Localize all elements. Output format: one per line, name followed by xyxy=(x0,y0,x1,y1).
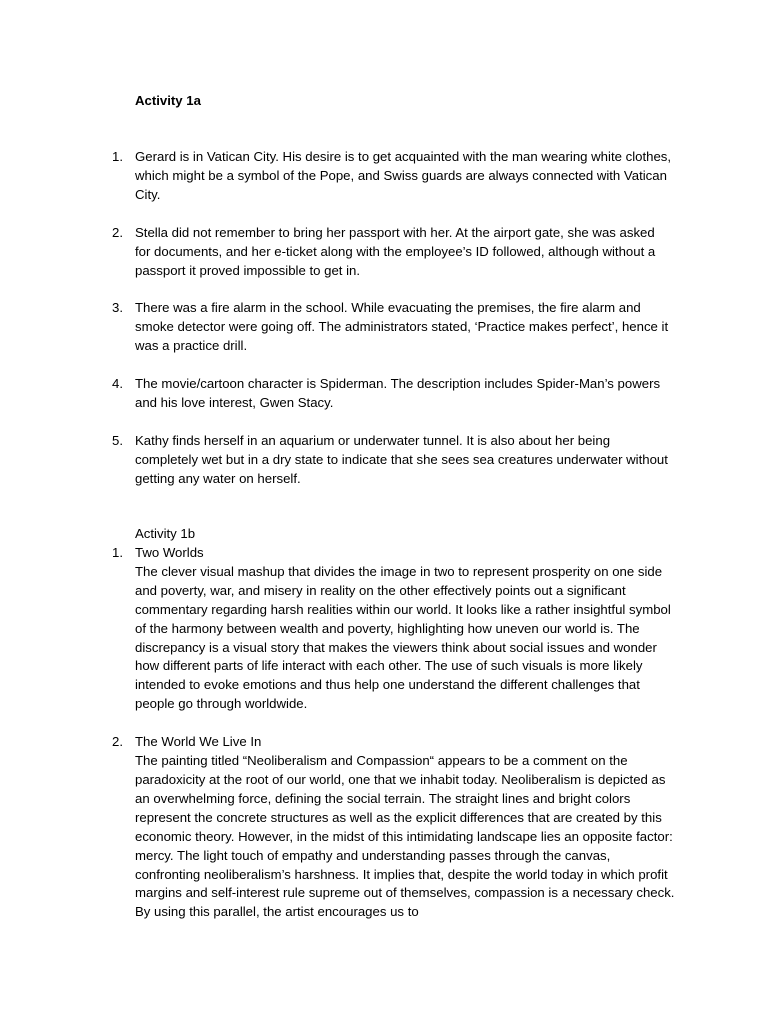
item-text: The clever visual mashup that divides the image in two to represent prosperity on one side and poverty, war, and misery in reality on the other effectively points out a significant commentary regarding harsh realities within our world. It looks like a rather insightful symbol of the harmony between wealth and poverty, highlighting how uneven our world is. The discrepancy is a visual story that makes the viewers think about social issues and wonder how different parts of life interact with each other. The use of such visuals is more likely intended to evoke emotions and thus help one understand the different challenges that people go through worldwide. xyxy=(135,563,671,712)
activity-1b-heading: Activity 1b xyxy=(135,526,196,541)
item-number: 5. xyxy=(112,432,123,448)
item-number: 1. xyxy=(112,149,123,164)
activity-1b-list xyxy=(112,544,677,941)
item-text: Kathy finds herself in an aquarium or underwater tunnel. It is also about her being completely wet but in a dry state to indicate that she sees sea creatures underwater without getting any water on herself. xyxy=(135,432,668,486)
item-number: 4. xyxy=(112,376,123,392)
activity-1a-heading: Activity 1a xyxy=(135,93,201,108)
list-item xyxy=(112,148,672,205)
item-number: 2. xyxy=(112,224,123,240)
item-number: 2. xyxy=(112,734,123,750)
list-item xyxy=(112,375,672,413)
list-item xyxy=(112,544,677,714)
item-text: Stella did not remember to bring her passport with her. At the airport gate, she was asked for documents, and her e-ticket along with the employee’s ID followed, although without a passport it proved impossible to get in. xyxy=(135,224,656,278)
item-text: The painting titled “Neoliberalism and Compassion“ appears to be a comment on the paradoxicity at the root of our world, one that we inhabit today. Neoliberalism is depicted as an overwhelming force, defining the social terrain. The straight lines and bright colors represent the concrete structures as well as the explicit differences that are created by this economic theory. However, in the midst of this intimidating landscape lies an opposite factor: mercy. The light touch of empathy and understanding passes through the canvas, confronting neoliberalism’s harshness. It implies that, despite the world today in which profit margins and self-interest rule supreme out of themselves, compassion is a necessary check. By using this parallel, the artist encourages us to xyxy=(135,753,675,920)
list-item xyxy=(112,733,677,922)
item-text: Gerard is in Vatican City. His desire is to get acquainted with the man wearing white clothes, which might be a symbol of the Pope, and Swiss guards are always connected with Vatican City. xyxy=(135,149,672,202)
item-text: There was a fire alarm in the school. While evacuating the premises, the fire alarm and smoke detector were going off. The administrators stated, ‘Practice makes perfect’, hence it was a practice drill. xyxy=(135,300,669,354)
item-text: The movie/cartoon character is Spiderman. The description includes Spider-Man’s powers and his love interest, Gwen Stacy. xyxy=(135,376,661,411)
list-item xyxy=(112,432,672,489)
item-number: 3. xyxy=(112,300,123,316)
list-item xyxy=(112,224,672,281)
item-number: 1. xyxy=(112,545,123,560)
list-item xyxy=(112,299,672,356)
item-title: Two Worlds xyxy=(135,545,204,560)
activity-1a-list xyxy=(112,148,672,508)
item-title: The World We Live In xyxy=(135,734,262,750)
